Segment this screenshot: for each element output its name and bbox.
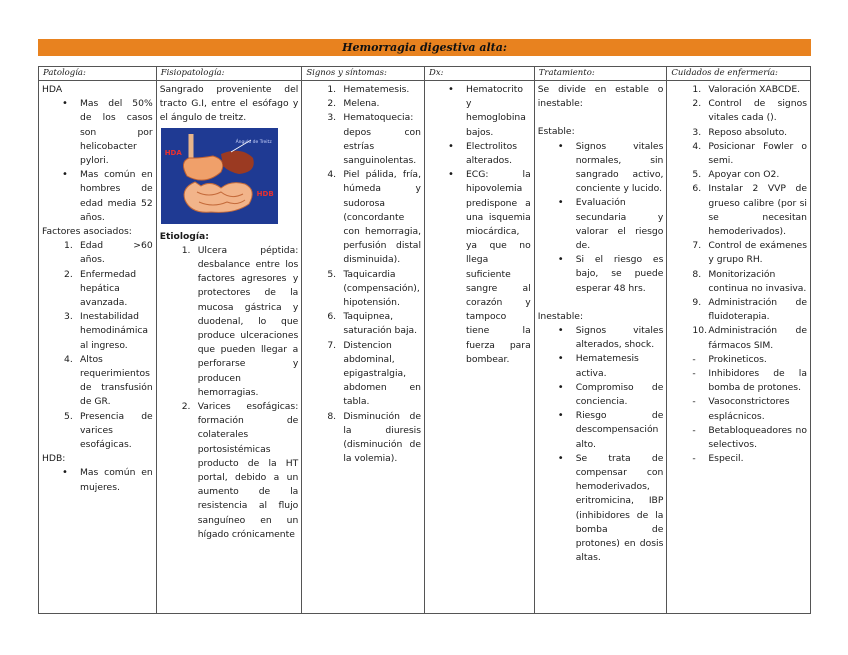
list-item: 10. Administración de fármacos SIM.	[692, 325, 807, 351]
etiologia-title: Etiología:	[159, 230, 209, 242]
list-item: 1. Ulcera péptida: desbalance entre los factores agresores y protectores de la mucosa gástrica y duodenal, lo que produce ulceraciones que pueden llegar a perforarse y producen hemorragias.	[181, 244, 299, 398]
list-item: • Evaluación secundaria y valorar el riesgo de.	[538, 196, 664, 253]
list-item: 7. Distencion abdominal, epigastralgia, abdomen en tabla.	[327, 339, 421, 408]
list-item: 3. Hematoquecia: depos con estrías sanguinolentas.	[327, 112, 421, 167]
list-item: 6. Instalar 2 VVP de grueso calibre (por si se necesitan hemoderivados).	[692, 183, 807, 238]
list-item: 4. Piel pálida, fría, húmeda y sudorosa (concordante con hemorragia, perfusión distal disminuida).	[327, 169, 421, 266]
list-item: 4. Posicionar Fowler o semi.	[692, 140, 807, 167]
list-item: 4. Altos requerimientos de transfusión de GR.	[64, 353, 153, 408]
list-item: 8. Monitorización continua no invasiva.	[692, 268, 807, 294]
header-dx: Dx:	[425, 67, 534, 81]
list-item: 1. Hematemesis.	[327, 84, 410, 95]
list-item: 2. Varices esofágicas: formación de colaterales portosistémicas producto de la HT portal, debido a un aumento de la resistencia al flujo sanguíneo en un hígado crónicamente	[181, 401, 299, 540]
list-item: 2. Control de signos vitales cada ().	[692, 98, 807, 124]
header-signos: Signos y síntomas:	[302, 67, 424, 81]
inestable-title: Inestable:	[537, 310, 584, 322]
tratamiento-intro: Se divide en estable o inestable:	[537, 84, 664, 110]
list-item: • Mas común en mujeres.	[42, 466, 153, 494]
list-item: • ECG: la hipovolemia predispone a una isquemia miocárdica, ya que no llega suficiente sangre al corazón y tampoco tiene la fuerza para bombear.	[428, 168, 531, 367]
list-item: 2. Melena.	[327, 98, 380, 110]
list-item: 6. Taquipnea, saturación baja.	[327, 311, 418, 337]
column-cuidados	[667, 67, 810, 613]
list-item: - Prokineticos.	[670, 353, 807, 367]
header-tratamiento: Tratamiento:	[535, 67, 667, 81]
list-item: - Inhibidores de la bomba de protones.	[670, 367, 807, 395]
list-item: • Electrolitos alterados.	[428, 140, 531, 168]
list-item: - Especil.	[670, 452, 807, 466]
list-item: 3. Reposo absoluto.	[692, 126, 788, 138]
list-item: • Mas común en hombres de edad media 52 años.	[42, 168, 153, 225]
header-patologia: Patología:	[39, 67, 156, 81]
list-item: 9. Administración de fluidoterapia.	[692, 297, 807, 323]
header-fisiopatologia: Fisiopatología:	[157, 67, 302, 81]
list-item: • Hematocrito y hemoglobina bajos.	[428, 83, 531, 140]
list-item: 2. Enfermedad hepática avanzada.	[64, 268, 137, 309]
fisio-intro: Sangrado proveniente del tracto G.I, entre el esófago y el ángulo de treitz.	[159, 84, 299, 124]
list-item: 1. Valoración XABCDE.	[692, 84, 801, 95]
list-item: • Signos vitales normales, sin sangrado activo, conciente y lucido.	[538, 140, 664, 197]
list-item: • Se trata de compensar con hemoderivados, eritromicina, IBP (inhibidores de la bomba de protones) en dosis altas.	[538, 452, 664, 566]
list-item: 5. Presencia de varices esofágicas.	[64, 410, 153, 451]
header-cuidados: Cuidados de enfermería:	[667, 67, 810, 81]
column-tratamiento	[535, 67, 668, 613]
list-item: 5. Apoyar con O2.	[692, 169, 780, 181]
list-item: 7. Control de exámenes y grupo RH.	[692, 240, 807, 266]
column-signos	[302, 67, 425, 613]
estable-title: Estable:	[537, 126, 575, 138]
list-item: • Riesgo de descompensación alto.	[538, 409, 664, 452]
list-item: • Si el riesgo es bajo, se puede esperar 48 hrs.	[538, 253, 664, 296]
list-item: 8. Disminución de la diuresis (disminución de la volemia).	[327, 410, 421, 465]
column-dx	[425, 67, 535, 613]
image-label-hdb: HDB	[256, 190, 274, 199]
page-title: Hemorragia digestiva alta:	[38, 39, 811, 56]
image-label-hda: HDA	[164, 148, 182, 157]
column-patologia	[39, 67, 157, 613]
list-item: • Compromiso de conciencia.	[538, 381, 664, 409]
list-item: 5. Taquicardia (compensación), hipotensión.	[327, 268, 420, 309]
list-item: 1. Edad >60 años.	[64, 240, 153, 266]
column-fisiopatologia	[157, 67, 303, 613]
list-item: 3. Inestabilidad hemodinámica al ingreso.	[64, 311, 149, 351]
image-label-treitz: Ángulo de Treitz	[235, 139, 272, 145]
hdb-label: HDB:	[42, 453, 66, 465]
list-item: • Signos vitales alterados, shock.	[538, 324, 664, 352]
list-item: • Hematemesis activa.	[538, 352, 664, 380]
list-item: - Betabloqueadores no selectivos.	[670, 424, 807, 452]
list-item: - Vasoconstrictores esplácnicos.	[670, 395, 807, 423]
list-item: • Mas del 50% de los casos son por helicobacter pylori.	[42, 97, 153, 168]
factores-title: Factores asociados:	[42, 226, 132, 238]
summary-table	[38, 66, 811, 614]
hda-label: HDA	[42, 84, 63, 95]
digestive-tract-image	[161, 128, 278, 224]
